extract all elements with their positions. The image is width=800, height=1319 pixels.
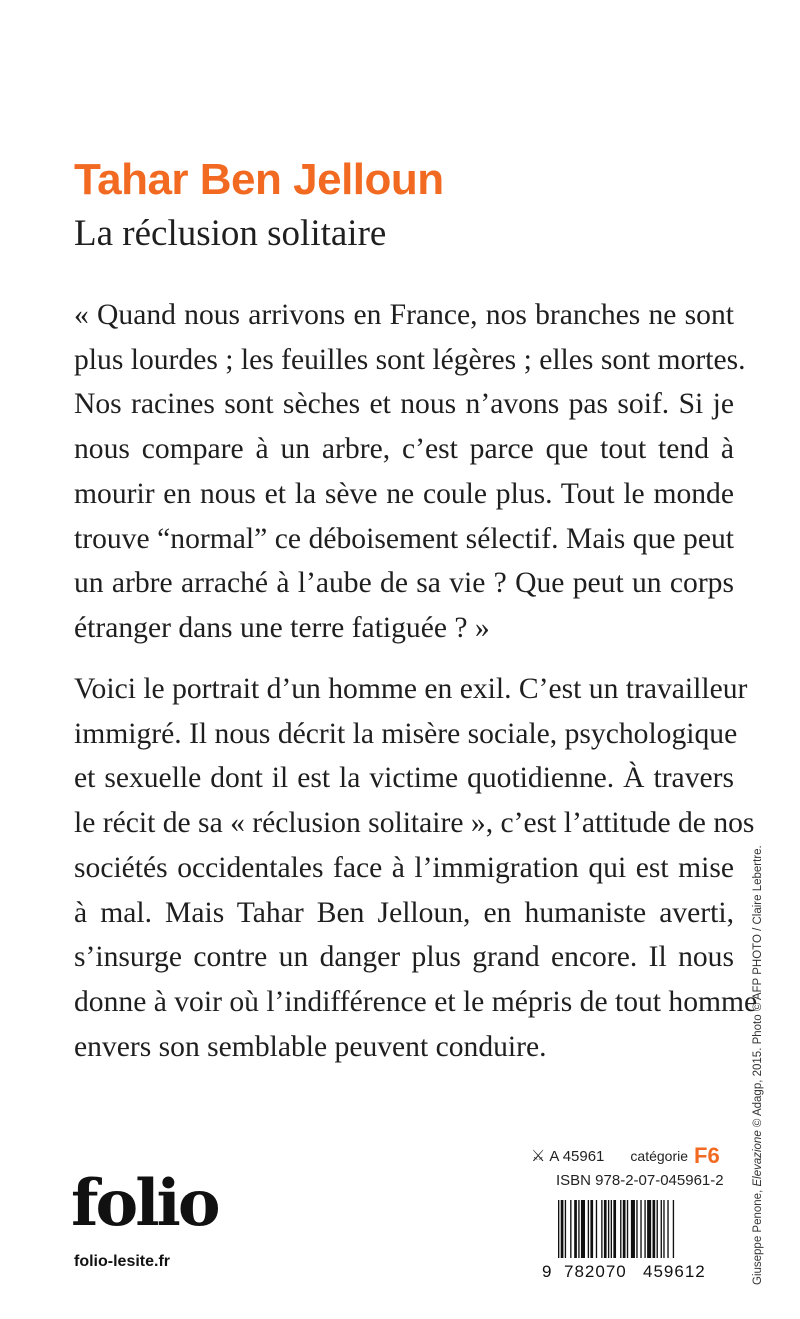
publisher-url[interactable]: folio-lesite.fr [74, 1253, 171, 1270]
book-title: La réclusion solitaire [74, 213, 387, 254]
barcode-digits-right: 459612 [643, 1262, 706, 1280]
barcode-bar [657, 1200, 658, 1258]
isbn-number: ISBN 978-2-07-045961-2 [556, 1172, 724, 1189]
barcode-bar [636, 1200, 637, 1258]
quote-line: nous compare à un arbre, c’est parce que tout tend à [74, 433, 734, 466]
summary-line: donne à voir où l’indifférence et le mépris de tout homme [74, 985, 758, 1018]
barcode-bar [663, 1200, 664, 1258]
quote-line: trouve “normal” ce déboisement sélectif. Mais que peut [74, 522, 734, 555]
credit-suffix: © Adagp, 2015. Photo © AFP PHOTO / Claire Lebertre. [752, 845, 764, 1131]
summary-line: sociétés occidentales face à l’immigration qui est mise [74, 851, 734, 884]
quote-line: étranger dans une terre fatiguée ? » [74, 611, 490, 644]
barcode-bar [661, 1200, 662, 1258]
barcode-bar [653, 1200, 656, 1258]
summary-line: Voici le portrait d’un homme en exil. C’est un travailleur [74, 673, 748, 705]
quote-line: « Quand nous arrivons en France, nos branches ne sont [74, 299, 734, 331]
reference-code: A 45961 [549, 1147, 605, 1165]
quote-line: plus lourdes ; les feuilles sont légères ; elles sont mortes. [74, 343, 746, 376]
barcode-bar [627, 1200, 628, 1258]
summary-line: et sexuelle dont il est la victime quotidienne. À travers [74, 762, 734, 795]
barcode-bar [613, 1200, 616, 1258]
barcode-bar [565, 1200, 566, 1258]
barcode-bar [631, 1200, 635, 1258]
quote-line: Nos racines sont sèches et nous n’avons pas soif. Si je [74, 388, 734, 421]
barcode-bars [558, 1200, 674, 1258]
reference-row [531, 1143, 720, 1169]
barcode-bar [644, 1200, 645, 1258]
category-code: F6 [694, 1143, 720, 1168]
summary-paragraph [74, 667, 758, 1069]
barcode-bar [623, 1200, 626, 1258]
summary-line: à mal. Mais Tahar Ben Jelloun, en humaniste averti, [74, 896, 734, 929]
barcode-bar [608, 1200, 609, 1258]
quote-line: mourir en nous et la sève ne coule plus. Tout le monde [74, 477, 734, 510]
barcode-bar [561, 1200, 564, 1258]
credit-prefix: Giuseppe Penone, [752, 1186, 764, 1285]
barcode-bar [640, 1200, 641, 1258]
barcode-digits-left: 782070 [564, 1262, 627, 1280]
folio-logo: folio [71, 1166, 218, 1241]
quote-paragraph [74, 293, 746, 651]
barcode-bar [588, 1200, 589, 1258]
barcode-bar [647, 1200, 651, 1258]
barcode-bar [667, 1200, 668, 1258]
barcode-bar [611, 1200, 612, 1258]
barcode-bar [581, 1200, 585, 1258]
barcode-bar [596, 1200, 597, 1258]
credit-work: Elevazione [752, 1130, 764, 1187]
photo-credit [752, 845, 764, 1285]
summary-line: le récit de sa « réclusion solitaire », c’est l’attitude de nos [74, 807, 755, 840]
barcode-bar [558, 1200, 559, 1258]
barcode-bar [673, 1200, 674, 1258]
barcode-bar [590, 1200, 593, 1258]
barcode-bar [570, 1200, 571, 1258]
barcode-bar [620, 1200, 621, 1258]
author-name: Tahar Ben Jelloun [74, 155, 444, 204]
summary-line: s’insurge contre un danger plus grand encore. Il nous [74, 941, 734, 974]
barcode-bar [601, 1200, 602, 1258]
barcode-bar [574, 1200, 577, 1258]
barcode-bar [578, 1200, 579, 1258]
quote-line: un arbre arraché à l’aube de sa vie ? Que peut un corps [74, 567, 734, 600]
category-label: catégorie [630, 1148, 688, 1164]
summary-line: envers son semblable peuvent conduire. [74, 1030, 547, 1063]
barcode-digit-prefix: 9 [542, 1262, 552, 1280]
summary-line: immigré. Il nous décrit la misère sociale, psychologique [74, 717, 738, 750]
swords-icon: ⚔ [531, 1148, 546, 1165]
barcode-bar [604, 1200, 607, 1258]
barcode [540, 1198, 726, 1280]
